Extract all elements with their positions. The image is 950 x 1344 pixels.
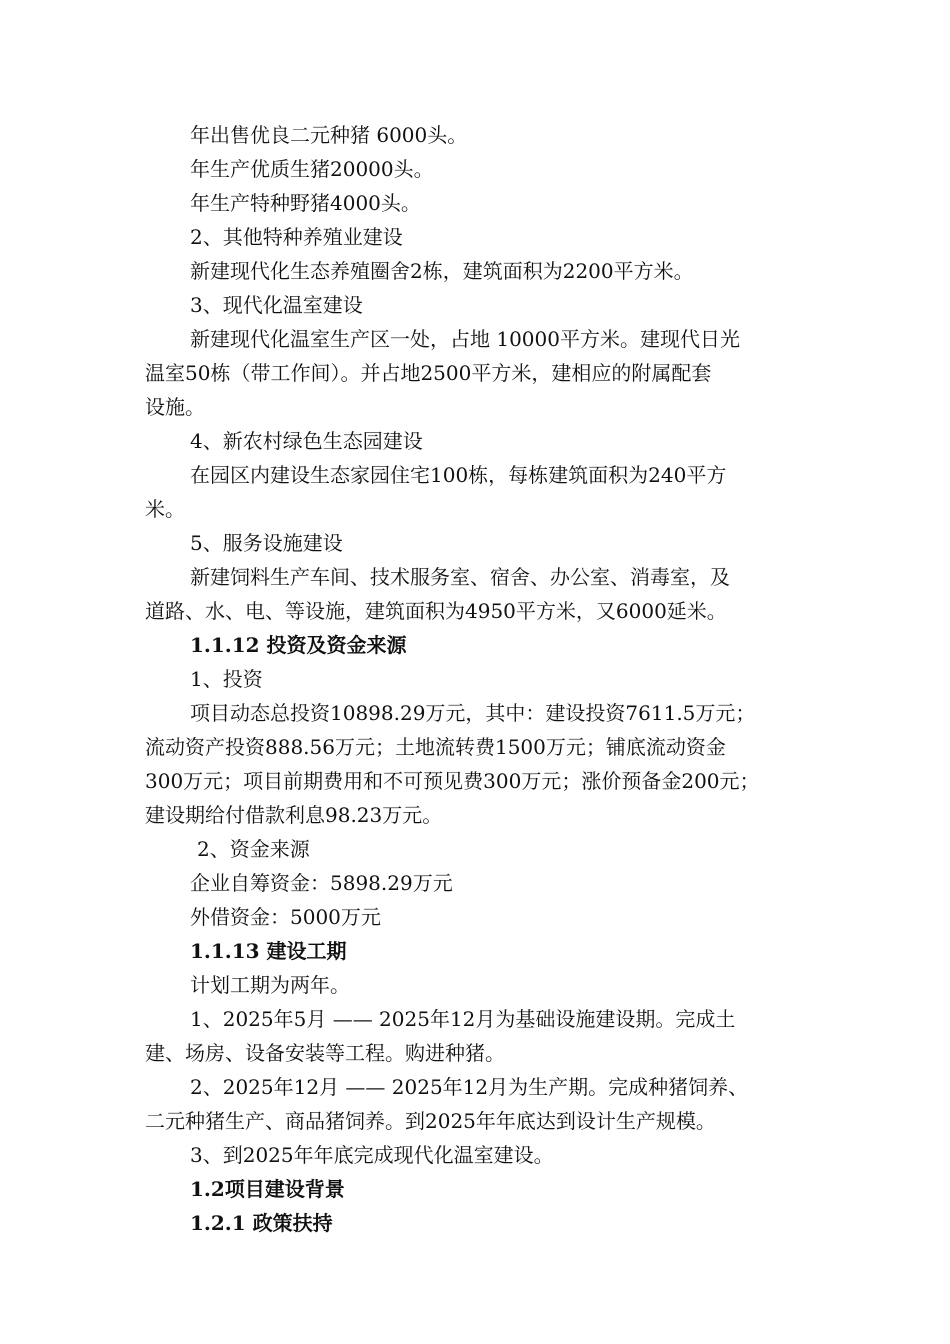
subsection-heading: 2、其他特种养殖业建设 [190,225,403,249]
paragraph-line: 项目动态总投资10898.29万元，其中：建设投资7611.5万元； [190,701,756,725]
section-heading: 1.2项目建设背景 [190,1177,345,1201]
section-heading: 1.1.12 投资及资金来源 [190,633,407,657]
subsection-heading: 2、资金来源 [197,837,310,861]
paragraph-line: 在园区内建设生态家园住宅100栋，每栋建筑面积为240平方 [190,463,727,487]
paragraph-line: 新建现代化温室生产区一处，占地 10000平方米。建现代日光 [190,327,740,351]
section-heading: 1.2.1 政策扶持 [190,1211,333,1235]
paragraph-line: 建设期给付借款利息98.23万元。 [145,803,443,827]
paragraph-line: 外借资金：5000万元 [190,905,381,929]
paragraph-line: 二元种猪生产、商品猪饲养。到2025年年底达到设计生产规模。 [145,1109,716,1133]
document-body [145,118,810,1240]
paragraph-line: 米。 [145,497,185,521]
paragraph-line: 温室50栋（带工作间）。并占地2500平方米，建相应的附属配套 [145,361,712,385]
paragraph-line: 设施。 [145,395,205,419]
paragraph-line: 年出售优良二元种猪 6000头。 [190,123,468,147]
paragraph-line: 新建饲料生产车间、技术服务室、宿舍、办公室、消毒室，及 [190,565,730,589]
paragraph-line: 300万元；项目前期费用和不可预见费300万元；涨价预备金200元； [145,769,760,793]
paragraph-line: 2、2025年12月 —— 2025年12月为生产期。完成种猪饲养、 [190,1075,749,1099]
paragraph-line: 企业自筹资金：5898.29万元 [190,871,453,895]
subsection-heading: 1、投资 [190,667,263,691]
subsection-heading: 5、服务设施建设 [190,531,343,555]
paragraph-line: 建、场房、设备安装等工程。购进种猪。 [145,1041,505,1065]
paragraph-line: 年生产特种野猪4000头。 [190,191,421,215]
paragraph-line: 年生产优质生猪20000头。 [190,157,434,181]
paragraph-line: 道路、水、电、等设施，建筑面积为4950平方米，又6000延米。 [145,599,727,623]
subsection-heading: 3、现代化温室建设 [190,293,363,317]
subsection-heading: 4、新农村绿色生态园建设 [190,429,423,453]
section-heading: 1.1.13 建设工期 [190,939,347,963]
paragraph-line: 新建现代化生态养殖圈舍2栋，建筑面积为2200平方米。 [190,259,694,283]
paragraph-line: 计划工期为两年。 [190,973,350,997]
paragraph-line: 1、2025年5月 —— 2025年12月为基础设施建设期。完成土 [190,1007,736,1031]
paragraph-line: 3、到2025年年底完成现代化温室建设。 [190,1143,554,1167]
paragraph-line: 流动资产投资888.56万元；土地流转费1500万元；铺底流动资金 [145,735,726,759]
